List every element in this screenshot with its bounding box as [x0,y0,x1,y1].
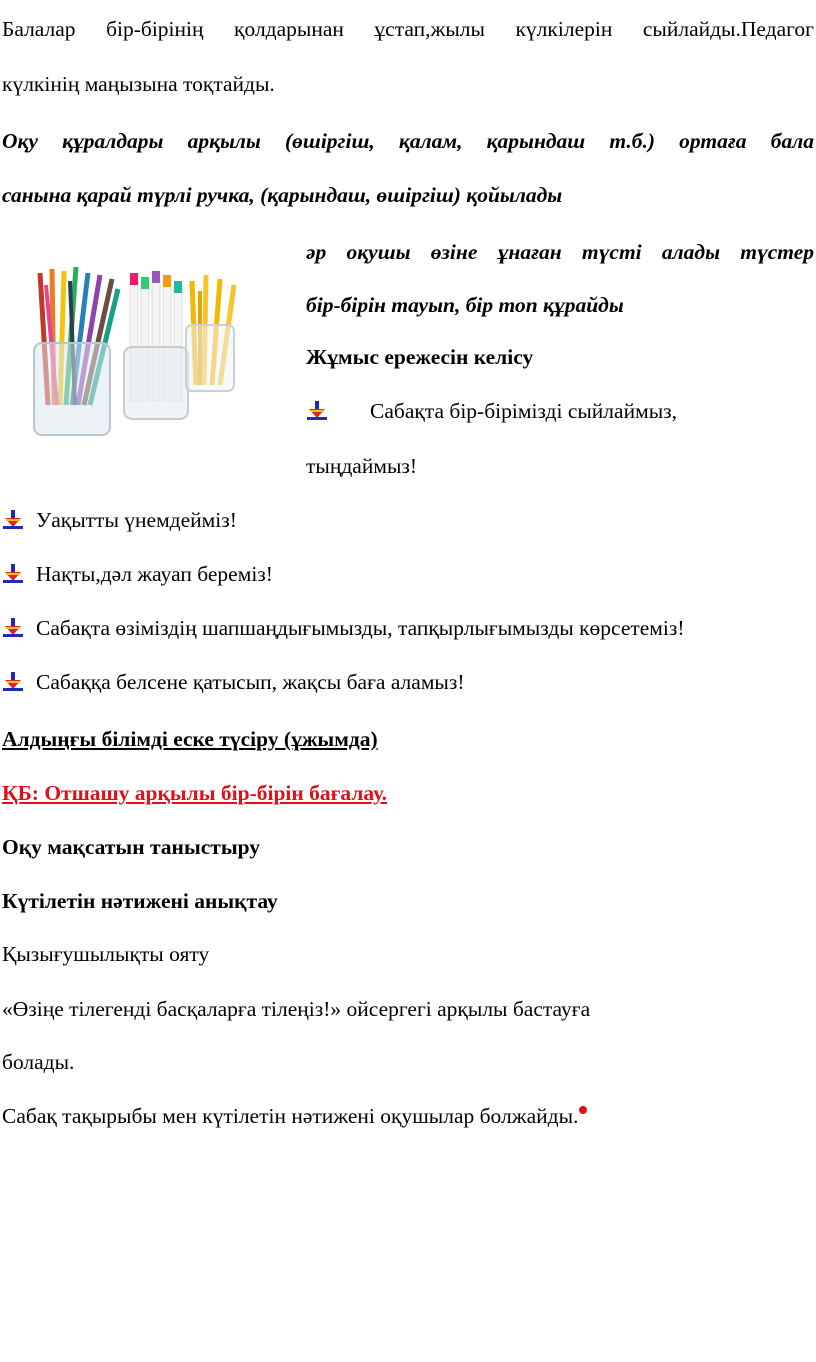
rule-item [2,669,465,695]
rule-item [2,507,237,533]
section-recall-heading: Алдыңғы білімді еске түсіру (ұжымда) [2,727,378,751]
arrow-down-bullet-icon [2,564,24,584]
arrow-down-bullet-icon [2,618,24,638]
paragraph-3-line-2: бір-бірін тауып, бір топ құрайды [306,293,624,317]
section-goal-heading: Оқу мақсатын таныстыру [2,835,261,859]
rule-text: Сабақта бір-бірімізді сыйлаймыз, [370,399,678,423]
paragraph-3-line-1: әр оқушы өзіне ұнаған түсті алады түстер [306,240,814,264]
paragraph-2-line-2: санына қарай түрлі ручка, (қарындаш, өшіргіш) қойылады [2,183,563,207]
wish-line-1: «Өзіңе тілегенді басқаларға тілеңіз!» ойсергегі арқылы бастауға [2,997,591,1021]
section-expected-heading: Күтілетін нәтижені анықтау [2,889,278,913]
rule-item [2,561,273,587]
topic-text: Сабақ тақырыбы мен күтілетін нәтижені оқушылар болжайды. [2,1104,579,1128]
paragraph-2-line-1: Оқу құралдары арқылы (өшіргіш, қалам, қарындаш т.б.) ортаға бала [2,129,814,153]
topic-line [2,1103,587,1129]
wish-line-2: болады. [2,1050,75,1074]
rule-text: Нақты,дәл жауап береміз! [36,562,273,586]
marker-cup-middle [124,271,188,419]
red-dot-icon [579,1106,587,1114]
arrow-down-bullet-icon [2,672,24,692]
arrow-down-bullet-icon [2,510,24,530]
rule-item [2,615,685,641]
section-interest-text: Қызығушылықты ояту [2,942,210,966]
pencil-cups-image [0,255,292,443]
arrow-down-bullet-icon [306,401,328,421]
paragraph-1-line-1: Балалар бір-бірінің қолдарынан ұстап,жылы күлкілерін сыйлайды.Педагог [2,17,814,41]
rules-heading: Жұмыс ережесін келісу [306,345,534,369]
rule-text: Сабақта өзіміздің шапшаңдығымызды, тапқырлығымызды көрсетеміз! [36,616,685,640]
rule-text: Сабаққа белсене қатысып, жақсы баға аламыз! [36,670,465,694]
rule-text-continued: тыңдаймыз! [306,454,418,478]
paragraph-1-line-2: күлкінің маңызына тоқтайды. [2,72,275,96]
rule-item-respect [306,398,677,424]
section-assessment-heading: ҚБ: Отшашу арқылы бір-бірін бағалау. [2,781,388,805]
rule-text: Уақытты үнемдейміз! [36,508,237,532]
